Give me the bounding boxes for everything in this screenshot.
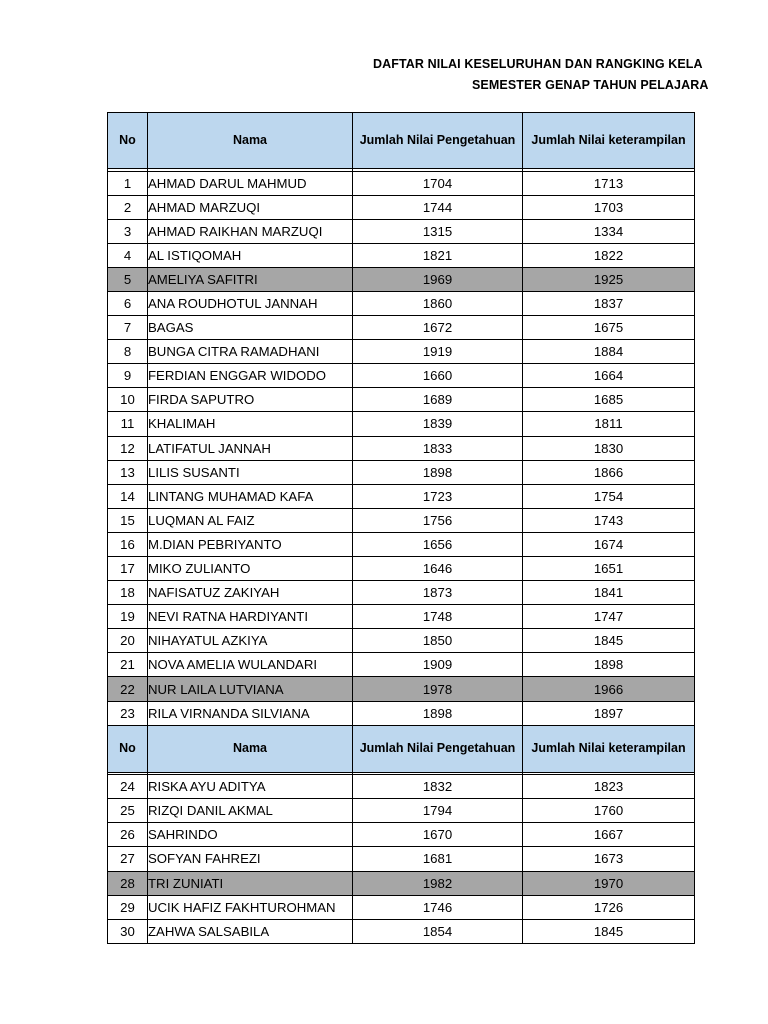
cell-pengetahuan: 1704: [353, 171, 523, 195]
grades-table: [107, 112, 695, 944]
cell-pengetahuan: 1898: [353, 460, 523, 484]
cell-name: ZAHWA SALSABILA: [148, 919, 353, 943]
cell-no: 3: [108, 219, 148, 243]
cell-no: 9: [108, 364, 148, 388]
table-row: [108, 895, 695, 919]
cell-name: NUR LAILA LUTVIANA: [148, 677, 353, 701]
cell-name: AL ISTIQOMAH: [148, 243, 353, 267]
cell-keterampilan: 1713: [523, 171, 695, 195]
cell-keterampilan: 1822: [523, 243, 695, 267]
cell-no: 26: [108, 823, 148, 847]
table-row: [108, 847, 695, 871]
cell-name: KHALIMAH: [148, 412, 353, 436]
cell-name: AHMAD DARUL MAHMUD: [148, 171, 353, 195]
title-line-2: SEMESTER GENAP TAHUN PELAJARA: [472, 78, 709, 92]
cell-pengetahuan: 1315: [353, 219, 523, 243]
cell-name: M.DIAN PEBRIYANTO: [148, 532, 353, 556]
cell-pengetahuan: 1744: [353, 195, 523, 219]
cell-pengetahuan: 1854: [353, 919, 523, 943]
cell-no: 25: [108, 799, 148, 823]
cell-no: 22: [108, 677, 148, 701]
table-header-row-repeat: [108, 725, 695, 772]
cell-pengetahuan: 1670: [353, 823, 523, 847]
cell-no: 8: [108, 340, 148, 364]
table-row: [108, 508, 695, 532]
cell-pengetahuan: 1839: [353, 412, 523, 436]
cell-no: 17: [108, 557, 148, 581]
header-no: No: [108, 725, 148, 772]
header-keterampilan: Jumlah Nilai keterampilan: [523, 113, 695, 169]
cell-name: UCIK HAFIZ FAKHTUROHMAN: [148, 895, 353, 919]
cell-no: 5: [108, 267, 148, 291]
cell-name: AMELIYA SAFITRI: [148, 267, 353, 291]
cell-no: 13: [108, 460, 148, 484]
table-row: [108, 605, 695, 629]
cell-pengetahuan: 1898: [353, 701, 523, 725]
cell-keterampilan: 1726: [523, 895, 695, 919]
cell-pengetahuan: 1873: [353, 581, 523, 605]
cell-pengetahuan: 1982: [353, 871, 523, 895]
table-row: [108, 701, 695, 725]
header-keterampilan: Jumlah Nilai keterampilan: [523, 725, 695, 772]
cell-no: 6: [108, 291, 148, 315]
cell-no: 7: [108, 316, 148, 340]
cell-no: 14: [108, 484, 148, 508]
cell-keterampilan: 1811: [523, 412, 695, 436]
table-row: [108, 557, 695, 581]
cell-no: 10: [108, 388, 148, 412]
cell-keterampilan: 1823: [523, 775, 695, 799]
cell-pengetahuan: 1832: [353, 775, 523, 799]
table-row: [108, 436, 695, 460]
table-row: [108, 243, 695, 267]
cell-keterampilan: 1685: [523, 388, 695, 412]
cell-pengetahuan: 1860: [353, 291, 523, 315]
cell-no: 11: [108, 412, 148, 436]
cell-keterampilan: 1845: [523, 629, 695, 653]
cell-keterampilan: 1747: [523, 605, 695, 629]
cell-name: NOVA AMELIA WULANDARI: [148, 653, 353, 677]
cell-no: 1: [108, 171, 148, 195]
cell-no: 12: [108, 436, 148, 460]
cell-no: 4: [108, 243, 148, 267]
cell-no: 20: [108, 629, 148, 653]
cell-name: RIZQI DANIL AKMAL: [148, 799, 353, 823]
cell-name: RILA VIRNANDA SILVIANA: [148, 701, 353, 725]
cell-pengetahuan: 1850: [353, 629, 523, 653]
cell-keterampilan: 1334: [523, 219, 695, 243]
cell-name: FIRDA SAPUTRO: [148, 388, 353, 412]
cell-keterampilan: 1830: [523, 436, 695, 460]
cell-keterampilan: 1841: [523, 581, 695, 605]
cell-no: 2: [108, 195, 148, 219]
grades-table-body: [108, 113, 695, 944]
table-row: [108, 267, 695, 291]
cell-no: 15: [108, 508, 148, 532]
cell-keterampilan: 1884: [523, 340, 695, 364]
cell-keterampilan: 1674: [523, 532, 695, 556]
cell-keterampilan: 1667: [523, 823, 695, 847]
table-row: [108, 775, 695, 799]
cell-name: ANA ROUDHOTUL JANNAH: [148, 291, 353, 315]
cell-no: 19: [108, 605, 148, 629]
cell-keterampilan: 1754: [523, 484, 695, 508]
cell-name: LILIS SUSANTI: [148, 460, 353, 484]
cell-keterampilan: 1675: [523, 316, 695, 340]
cell-no: 23: [108, 701, 148, 725]
cell-pengetahuan: 1672: [353, 316, 523, 340]
cell-no: 29: [108, 895, 148, 919]
title-line-1: DAFTAR NILAI KESELURUHAN DAN RANGKING KELA: [373, 57, 703, 71]
cell-no: 30: [108, 919, 148, 943]
cell-pengetahuan: 1660: [353, 364, 523, 388]
cell-keterampilan: 1966: [523, 677, 695, 701]
cell-name: AHMAD RAIKHAN MARZUQI: [148, 219, 353, 243]
header-pengetahuan: Jumlah Nilai Pengetahuan: [353, 725, 523, 772]
cell-keterampilan: 1866: [523, 460, 695, 484]
table-row: [108, 677, 695, 701]
cell-keterampilan: 1673: [523, 847, 695, 871]
table-row: [108, 171, 695, 195]
cell-name: LUQMAN AL FAIZ: [148, 508, 353, 532]
header-name: Nama: [148, 113, 353, 169]
cell-pengetahuan: 1646: [353, 557, 523, 581]
table-row: [108, 316, 695, 340]
cell-keterampilan: 1664: [523, 364, 695, 388]
cell-pengetahuan: 1748: [353, 605, 523, 629]
table-row: [108, 653, 695, 677]
cell-no: 21: [108, 653, 148, 677]
cell-pengetahuan: 1656: [353, 532, 523, 556]
cell-name: NAFISATUZ ZAKIYAH: [148, 581, 353, 605]
table-row: [108, 484, 695, 508]
cell-pengetahuan: 1756: [353, 508, 523, 532]
header-pengetahuan: Jumlah Nilai Pengetahuan: [353, 113, 523, 169]
cell-no: 27: [108, 847, 148, 871]
cell-keterampilan: 1760: [523, 799, 695, 823]
table-row: [108, 364, 695, 388]
cell-keterampilan: 1845: [523, 919, 695, 943]
document-title: [373, 54, 768, 95]
cell-pengetahuan: 1909: [353, 653, 523, 677]
table-row: [108, 219, 695, 243]
table-row: [108, 919, 695, 943]
header-no: No: [108, 113, 148, 169]
table-header-row: [108, 113, 695, 169]
cell-pengetahuan: 1821: [353, 243, 523, 267]
table-row: [108, 823, 695, 847]
cell-keterampilan: 1897: [523, 701, 695, 725]
cell-pengetahuan: 1978: [353, 677, 523, 701]
cell-keterampilan: 1925: [523, 267, 695, 291]
cell-name: SAHRINDO: [148, 823, 353, 847]
cell-name: FERDIAN ENGGAR WIDODO: [148, 364, 353, 388]
table-row: [108, 460, 695, 484]
cell-pengetahuan: 1681: [353, 847, 523, 871]
header-name: Nama: [148, 725, 353, 772]
cell-name: AHMAD MARZUQI: [148, 195, 353, 219]
table-row: [108, 629, 695, 653]
cell-name: LINTANG MUHAMAD KAFA: [148, 484, 353, 508]
cell-no: 28: [108, 871, 148, 895]
cell-name: BUNGA CITRA RAMADHANI: [148, 340, 353, 364]
table-row: [108, 799, 695, 823]
cell-pengetahuan: 1833: [353, 436, 523, 460]
cell-name: SOFYAN FAHREZI: [148, 847, 353, 871]
cell-name: MIKO ZULIANTO: [148, 557, 353, 581]
table-row: [108, 195, 695, 219]
table-row: [108, 532, 695, 556]
cell-name: RISKA AYU ADITYA: [148, 775, 353, 799]
cell-name: LATIFATUL JANNAH: [148, 436, 353, 460]
cell-name: BAGAS: [148, 316, 353, 340]
cell-keterampilan: 1651: [523, 557, 695, 581]
table-row: [108, 340, 695, 364]
table-row: [108, 871, 695, 895]
cell-keterampilan: 1837: [523, 291, 695, 315]
table-row: [108, 291, 695, 315]
cell-pengetahuan: 1689: [353, 388, 523, 412]
cell-pengetahuan: 1723: [353, 484, 523, 508]
cell-keterampilan: 1743: [523, 508, 695, 532]
table-row: [108, 581, 695, 605]
cell-name: NEVI RATNA HARDIYANTI: [148, 605, 353, 629]
cell-keterampilan: 1970: [523, 871, 695, 895]
cell-no: 24: [108, 775, 148, 799]
cell-no: 18: [108, 581, 148, 605]
table-row: [108, 388, 695, 412]
cell-pengetahuan: 1919: [353, 340, 523, 364]
table-row: [108, 412, 695, 436]
cell-pengetahuan: 1746: [353, 895, 523, 919]
cell-pengetahuan: 1794: [353, 799, 523, 823]
cell-keterampilan: 1703: [523, 195, 695, 219]
cell-no: 16: [108, 532, 148, 556]
cell-name: NIHAYATUL AZKIYA: [148, 629, 353, 653]
cell-keterampilan: 1898: [523, 653, 695, 677]
cell-name: TRI ZUNIATI: [148, 871, 353, 895]
cell-pengetahuan: 1969: [353, 267, 523, 291]
